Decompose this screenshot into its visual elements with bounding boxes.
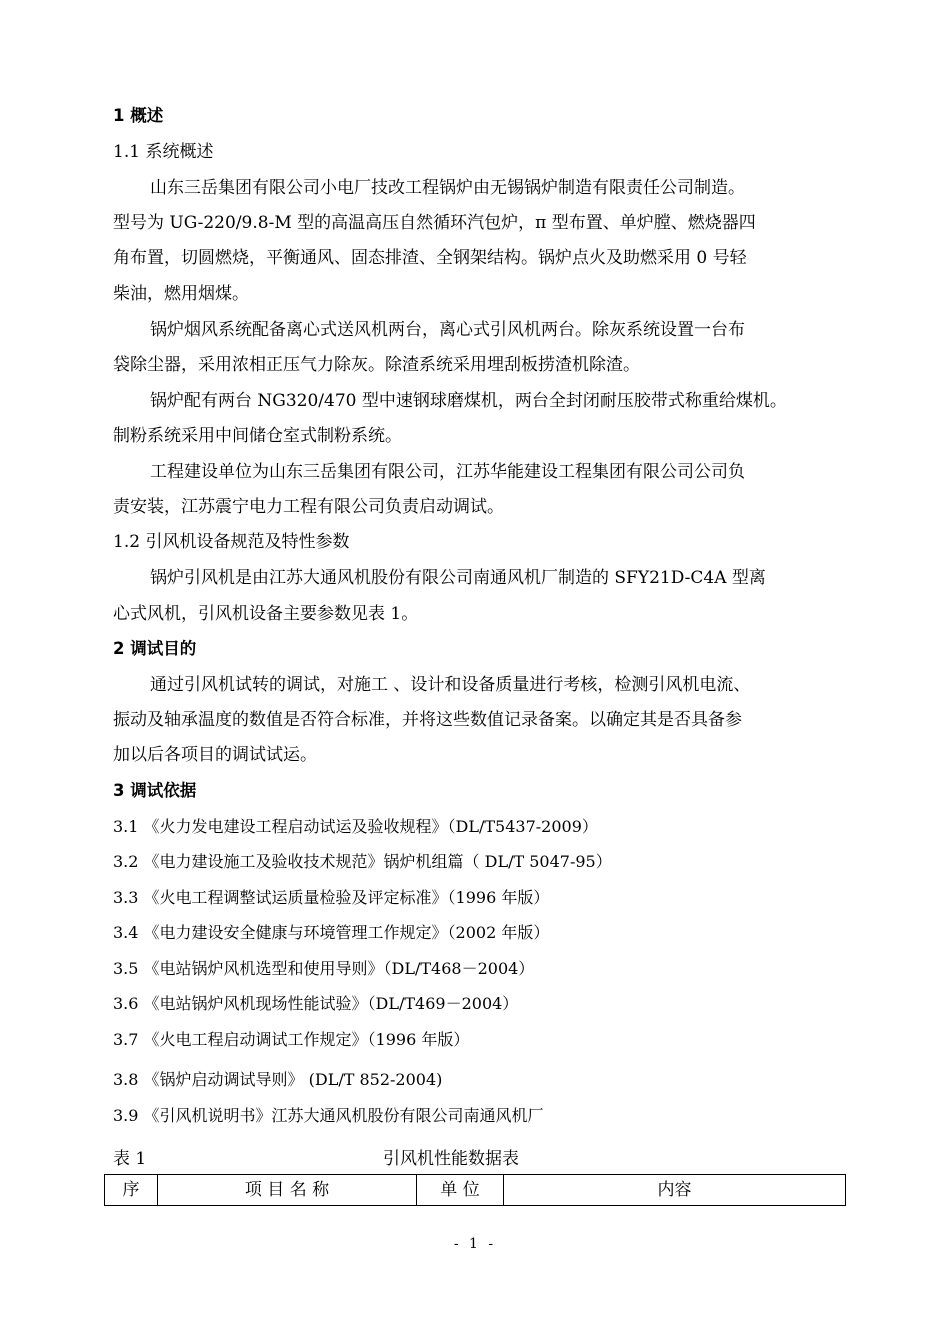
paragraph-line: 型号为 UG-220/9.8-M 型的高温高压自然循环汽包炉，π 型布置、单炉膛、燃烧器四 — [113, 213, 756, 233]
table-header-cell: 单 位 — [417, 1175, 504, 1206]
paragraph-line: 角布置，切圆燃烧，平衡通风、固态排渣、全钢架结构。锅炉点火及助燃采用 0 号轻 — [113, 248, 747, 268]
table-header-cell: 序 — [105, 1175, 158, 1206]
heading-3: 3 调试依据 — [113, 781, 197, 800]
reference-item: 3.9 《引风机说明书》江苏大通风机股份有限公司南通风机厂 — [113, 1106, 544, 1125]
heading-1-1: 1.1 系统概述 — [113, 142, 214, 162]
table-header-cell: 项 目 名 称 — [158, 1175, 417, 1206]
table-label: 表 1 — [113, 1149, 147, 1169]
paragraph-line: 工程建设单位为山东三岳集团有限公司，江苏华能建设工程集团有限公司公司负 — [150, 462, 745, 482]
paragraph-line: 锅炉配有两台 NG320/470 型中速钢球磨煤机，两台全封闭耐压胶带式称重给煤机。 — [150, 391, 787, 411]
reference-item: 3.5 《电站锅炉风机选型和使用导则》（DL/T468－2004） — [113, 959, 535, 978]
paragraph-line: 加以后各项目的调试试运。 — [113, 745, 317, 765]
heading-2: 2 调试目的 — [113, 639, 197, 658]
reference-item: 3.6 《电站锅炉风机现场性能试验》（DL/T469－2004） — [113, 994, 519, 1013]
heading-1-2: 1.2 引风机设备规范及特性参数 — [113, 532, 350, 552]
paragraph-line: 通过引风机试转的调试，对施工 、设计和设备质量进行考核，检测引风机电流、 — [150, 675, 751, 695]
paragraph-line: 山东三岳集团有限公司小电厂技改工程锅炉由无锡锅炉制造有限责任公司制造。 — [150, 178, 745, 198]
reference-item: 3.3 《火电工程调整试运质量检验及评定标准》（1996 年版） — [113, 888, 550, 907]
reference-item: 3.2 《电力建设施工及验收技术规范》锅炉机组篇（ DL/T 5047-95） — [113, 852, 612, 871]
reference-item: 3.8 《锅炉启动调试导则》 (DL/T 852-2004) — [113, 1070, 443, 1089]
paragraph-line: 锅炉烟风系统配备离心式送风机两台，离心式引风机两台。除灰系统设置一台布 — [150, 320, 745, 340]
table-header-cell: 内容 — [504, 1175, 846, 1206]
heading-1: 1 概述 — [113, 106, 164, 125]
table-header-row — [105, 1175, 846, 1206]
paragraph-line: 心式风机，引风机设备主要参数见表 1。 — [113, 604, 419, 624]
table-title: 引风机性能数据表 — [383, 1149, 519, 1169]
paragraph-line: 责安装，江苏震宁电力工程有限公司负责启动调试。 — [113, 497, 504, 517]
paragraph-line: 锅炉引风机是由江苏大通风机股份有限公司南通风机厂制造的 SFY21D-C4A 型离 — [150, 568, 766, 588]
page-number: - 1 - — [453, 1236, 497, 1252]
paragraph-line: 袋除尘器，采用浓相正压气力除灰。除渣系统采用埋刮板捞渣机除渣。 — [113, 355, 640, 375]
paragraph-line: 振动及轴承温度的数值是否符合标准，并将这些数值记录备案。以确定其是否具备参 — [113, 710, 742, 730]
reference-item: 3.4 《电力建设安全健康与环境管理工作规定》（2002 年版） — [113, 923, 550, 942]
spec-table — [104, 1174, 846, 1206]
reference-item: 3.1 《火力发电建设工程启动试运及验收规程》（DL/T5437-2009） — [113, 817, 598, 836]
paragraph-line: 制粉系统采用中间储仓室式制粉系统。 — [113, 426, 402, 446]
paragraph-line: 柴油，燃用烟煤。 — [113, 284, 249, 304]
reference-item: 3.7 《火电工程启动调试工作规定》（1996 年版） — [113, 1030, 470, 1049]
